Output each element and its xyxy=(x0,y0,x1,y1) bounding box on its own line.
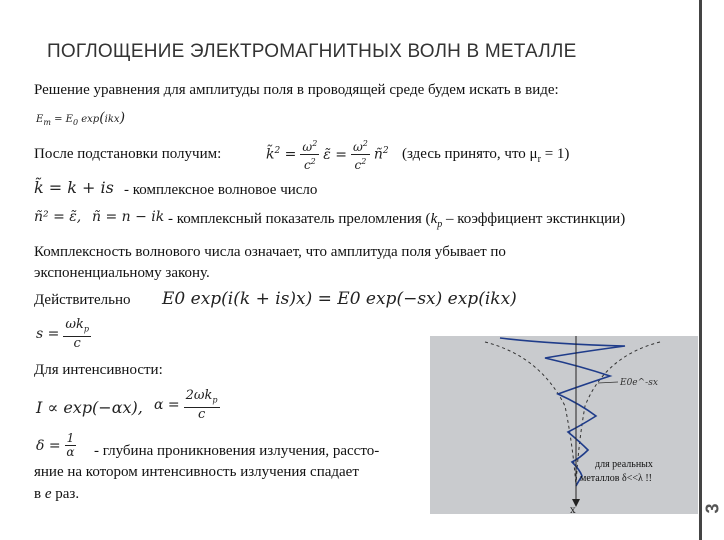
intensity-formula: I ∝ exp(−αx), xyxy=(36,398,143,417)
substitution-text: После подстановки получим: xyxy=(34,146,222,162)
depth-line-3: в е раз. xyxy=(34,486,80,502)
n-complex-formula: ñ = n − ik xyxy=(92,209,165,225)
x-axis-label: x xyxy=(570,505,576,516)
figure-caption-1: для реальных xyxy=(595,459,653,470)
n-square-formula: ñ² = ε̃, xyxy=(34,209,82,225)
wave-number-text: - комплексное волновое число xyxy=(124,182,318,198)
complexity-line-1: Комплексность волнового числа означает, что амплитуда поля убывает по xyxy=(34,244,506,260)
label-leader xyxy=(598,382,618,383)
envelope-upper xyxy=(485,342,576,486)
depth-line-1: - глубина проникновения излучения, рассто- xyxy=(94,443,380,459)
alpha-formula: α = $\frac{2\omega k_p}{c}$ xyxy=(154,388,218,422)
field-formula: $E_m = E_0$ exp(ikx) xyxy=(36,110,126,127)
indeed-text: Действительно xyxy=(34,292,131,308)
complexity-line-2: экспоненциальному закону. xyxy=(34,265,210,281)
refraction-text: - комплексный показатель преломления ($k_p$ – коэффициент экстинкции) xyxy=(168,211,626,230)
decay-plot xyxy=(430,336,698,514)
intensity-text: Для интенсивности: xyxy=(34,362,163,378)
depth-line-2: яние на котором интенсивность излучения спадает xyxy=(34,464,359,480)
page-number: 3 xyxy=(702,503,723,514)
right-sidebar xyxy=(699,0,720,540)
delta-formula: δ = $\frac{1}{\alpha}$ xyxy=(36,431,75,459)
dispersion-formula: k̃$^2$ = $\frac{\omega^2}{c^2}$ ε̃ = $\frac{\omega^2}{c^2}$ $ñ^2$ xyxy=(266,139,389,172)
decay-formula: E0 exp(i(k + is)x) = E0 exp(−sx) exp(ikx) xyxy=(162,289,517,309)
s-formula: s = $\frac{\omega k_p}{c}$ xyxy=(36,317,89,351)
slide-title: ПОГЛОЩЕНИЕ ЭЛЕКТРОМАГНИТНЫХ ВОЛН В МЕТАЛЛЕ xyxy=(47,41,577,62)
assumption-text: (здесь принято, что $\mu_r = 1$) xyxy=(402,146,570,165)
figure-caption-2: металлов δ<<λ !! xyxy=(580,473,652,484)
curve-label: E0e^-sx xyxy=(620,378,658,388)
intro-text: Решение уравнения для амплитуды поля в проводящей среде будем искать в виде: xyxy=(34,82,559,98)
k-complex-formula: k̃ = k + is xyxy=(34,178,114,197)
decay-figure xyxy=(430,336,698,514)
